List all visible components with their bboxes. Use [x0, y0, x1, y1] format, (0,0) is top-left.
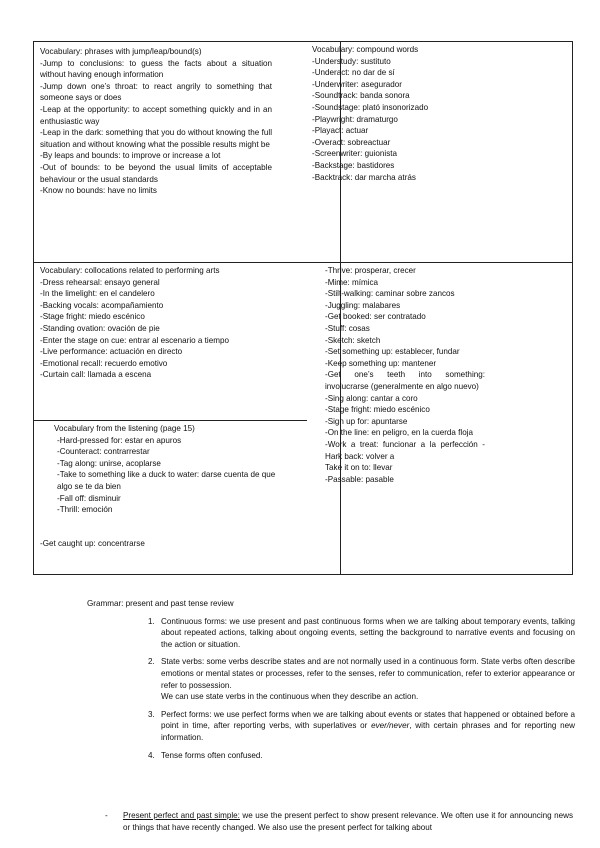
list-item: -Sing along: cantar a coro — [325, 393, 418, 403]
list-item: -Get booked: ser contratado — [325, 312, 426, 322]
list-item: -Keep something up: mantener — [325, 358, 437, 368]
list-item: -By leaps and bounds: to improve or increase a lot — [40, 151, 221, 161]
dash-marker: - — [105, 811, 108, 820]
list-item: -Understudy: sustituto — [312, 56, 391, 66]
list-item: -Sign up for: apuntarse — [325, 416, 408, 426]
list-item: -Jump down one’s throat: to react angrily to something that someone says or does — [40, 81, 272, 103]
box-title: Vocabulary: compound words — [312, 45, 419, 54]
underlined-heading: Present perfect and past simple: — [123, 811, 240, 820]
list-item: -Passable: pasable — [325, 474, 394, 484]
grammar-section — [87, 598, 587, 767]
list-item: -Tag along: unirse, acoplarse — [57, 458, 161, 468]
item-text: Continuous forms: we use present and past continuous forms when we are talking about temporary events, talking about repeated actions, talking about ongoing events, setting the background to narrative events and focusing on the action or situation. — [161, 616, 575, 649]
list-item: -Playwright: dramaturgo — [312, 114, 398, 124]
grammar-list — [87, 616, 575, 762]
list-item: Take it on to: llevar — [325, 463, 393, 473]
list-item: -Enter the stage on cue: entrar al escenario a tiempo — [40, 335, 229, 345]
list-item: -Take to something like a duck to water: darse cuenta de que algo se te da bien — [57, 470, 276, 491]
list-item: -Stage fright: miedo escénico — [40, 312, 145, 322]
grammar-title: Grammar: present and past tense review — [87, 599, 234, 608]
list-item: -Stage fright: miedo escénico — [325, 405, 430, 415]
box-compound-words — [312, 44, 532, 183]
box-listening-continued — [325, 265, 485, 485]
item-emphasis: ever/never — [371, 721, 410, 731]
item-note: We can use state verbs in the continuous when they describe an action. — [161, 692, 419, 702]
list-item: -Hard-pressed for: estar en apuros — [57, 435, 182, 445]
list-item: -Live performance: actuación en directo — [40, 347, 183, 357]
list-item: -Underwriter: asegurador — [312, 79, 402, 89]
vocabulary-table — [33, 41, 573, 575]
row-divider — [34, 262, 572, 263]
list-item: -Backtrack: dar marcha atrás — [312, 172, 416, 182]
box-jump-leap-bound — [40, 46, 272, 197]
list-item: -Work a treat: funcionar a la perfección -Hark back: volver a — [325, 439, 485, 461]
list-item: -Juggling: malabares — [325, 300, 401, 310]
list-item: -Leap at the opportunity: to accept something quickly and in an enthusiastic way — [40, 104, 272, 126]
list-item: -Counteract: contrarrestar — [57, 447, 150, 457]
list-item: -Backstage: bastidores — [312, 160, 395, 170]
list-item: -In the limelight: en el candelero — [40, 289, 155, 299]
list-item: -Dress rehearsal: ensayo general — [40, 277, 160, 287]
sub-row-divider — [34, 420, 307, 421]
list-item: -Thrive: prosperar, crecer — [325, 266, 416, 275]
list-item: -Screenwriter: guionista — [312, 149, 398, 159]
list-item: -Soundstage: plató insonorizado — [312, 102, 429, 112]
paragraph-body: we use the present perfect to show present relevance. We often use it for announcing news or things that have recently changed. We also use the present perfect for talking about — [123, 811, 574, 832]
list-item: -On the line: en peligro, en la cuerda floja — [325, 428, 474, 438]
list-item: -Mime: mímica — [325, 277, 379, 287]
item-text-end: , with certain phrases and for reporting new information. — [161, 721, 575, 742]
list-item: -Sketch: sketch — [325, 335, 381, 345]
list-item: -Stilt-walking: caminar sobre zancos — [325, 289, 455, 299]
list-item — [157, 709, 575, 744]
list-item: -Underact: no dar de sí — [312, 68, 395, 78]
list-item: -Get one’s teeth into something: involucrarse (generalmente en algo nuevo) — [325, 370, 485, 391]
list-item: -Get caught up: concentrarse — [40, 539, 145, 548]
box-listening-last — [40, 538, 270, 550]
box-performing-arts — [40, 265, 302, 381]
list-item: -Emotional recall: recuerdo emotivo — [40, 358, 168, 368]
list-item: -Jump to conclusions: to guess the facts about a situation without having enough information — [40, 58, 272, 80]
list-item: -Out of bounds: to be beyond the usual limits of acceptable behaviour or the usual standards — [40, 162, 272, 184]
bullet-paragraph — [105, 810, 573, 833]
list-item: -Know no bounds: have no limits — [40, 186, 157, 196]
list-item: -Playact: actuar — [312, 126, 369, 136]
list-item: -Thrill: emoción — [57, 505, 113, 515]
box-title: Vocabulary from the listening (page 15) — [54, 424, 195, 433]
list-item — [157, 656, 575, 702]
list-item: -Soundtrack: banda sonora — [312, 91, 410, 101]
box-title: Vocabulary: phrases with jump/leap/bound(s) — [40, 47, 202, 56]
list-item: -Fall off: disminuir — [57, 493, 121, 503]
list-item: -Stuff: cosas — [325, 323, 370, 333]
item-text: Tense forms often confused. — [161, 750, 263, 760]
list-item: -Overact: sobreactuar — [312, 137, 391, 147]
item-text: State verbs: some verbs describe states and are not normally used in a continuous form. State verbs often describe emotions or mental states or processes, refer to the senses, refer to communication, refer to exterior appearance or refer to possession. — [161, 657, 575, 690]
paragraph-text — [123, 810, 573, 833]
list-item — [157, 750, 575, 762]
box-listening — [54, 423, 276, 516]
item-text: Perfect forms: we use perfect forms when we are talking about events or states that happened or obtained before a point in time, after reporting verbs, with superlatives or — [161, 709, 575, 731]
list-item: -Standing ovation: ovación de pie — [40, 323, 160, 333]
list-item — [157, 616, 575, 651]
list-item: -Set something up: establecer, fundar — [325, 347, 460, 357]
list-item: -Curtain call: llamada a escena — [40, 370, 152, 380]
box-title: Vocabulary: collocations related to performing arts — [40, 266, 220, 275]
list-item: -Backing vocals: acompañamiento — [40, 300, 164, 310]
list-item: -Leap in the dark: something that you do without knowing the full situation and without knowing what the possible results might be — [40, 128, 272, 149]
